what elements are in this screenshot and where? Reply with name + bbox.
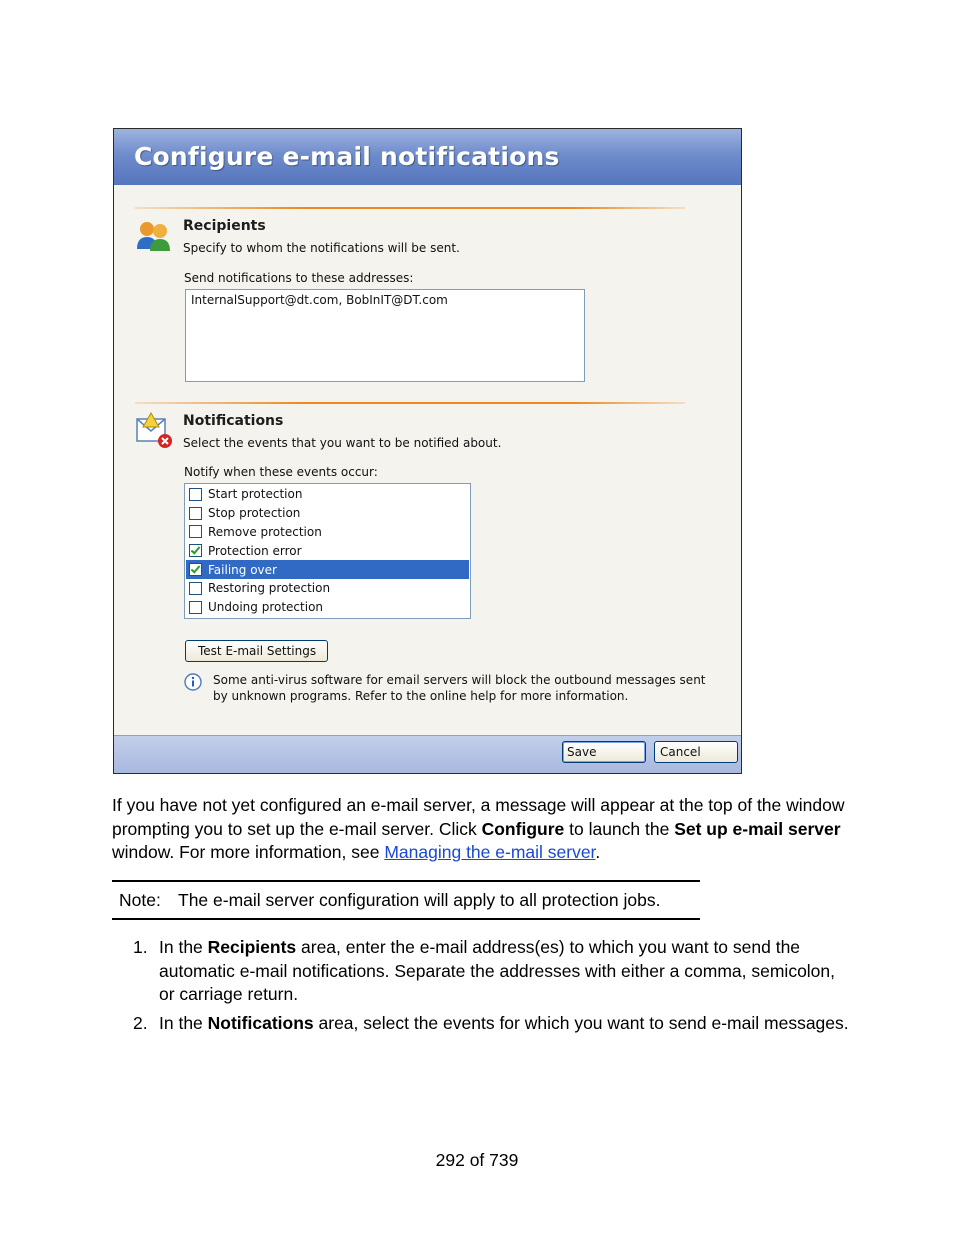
event-checkbox[interactable]: [189, 601, 202, 614]
event-checkbox[interactable]: [189, 582, 202, 595]
step-number: 2.: [133, 1012, 148, 1033]
event-undoing-protection[interactable]: [186, 598, 469, 617]
recipients-description: Specify to whom the notifications will be sent.: [183, 241, 460, 255]
note-label: Note:: [119, 889, 161, 910]
step-number: 1.: [133, 937, 148, 957]
cancel-button[interactable]: Cancel: [654, 741, 738, 763]
save-button[interactable]: Save: [562, 741, 646, 763]
dialog-header: [114, 129, 741, 185]
info-text-line1: Some anti-virus software for email servers will block the outbound messages sent: [213, 673, 706, 687]
configure-bold: Configure: [481, 818, 565, 839]
event-label: Start protection: [208, 487, 303, 502]
notifications-title: Notifications: [183, 413, 284, 429]
addresses-textarea[interactable]: [185, 289, 585, 382]
info-text-line2: by unknown programs. Refer to the online help for more information.: [213, 689, 629, 703]
addresses-value: InternalSupport@dt.com, BobInIT@DT.com: [191, 293, 448, 307]
setup-email-server-bold: Set up e-mail server: [674, 818, 841, 839]
events-list-label: Notify when these events occur:: [184, 465, 378, 479]
test-email-settings-button[interactable]: Test E-mail Settings: [185, 640, 328, 662]
dialog-footer: [114, 735, 741, 773]
event-checkbox[interactable]: [189, 507, 202, 520]
recipients-separator: [135, 207, 685, 209]
event-checkbox[interactable]: [189, 544, 202, 557]
event-checkbox[interactable]: [189, 563, 202, 576]
event-label: Remove protection: [208, 524, 322, 539]
para-text: .: [595, 842, 601, 862]
step-text: area, select the events for which you want to send e-mail messages.: [313, 1012, 849, 1033]
addresses-label: Send notifications to these addresses:: [184, 271, 414, 285]
step-text: In the: [159, 937, 208, 957]
step-text: area, enter the e-mail address(es) to which you want to send the automatic e-mail notifications. Separate the addresses with either a comma, semicolon, or carriage return.: [159, 937, 836, 1004]
event-label: Protection error: [208, 543, 302, 558]
users-icon: [135, 217, 173, 255]
event-checkbox[interactable]: [189, 525, 202, 538]
event-label: Stop protection: [208, 506, 301, 521]
event-start-protection[interactable]: [186, 485, 469, 504]
event-label: Restoring protection: [208, 581, 331, 596]
page-number: 292 of 739: [435, 1150, 519, 1170]
dialog-title: Configure e-mail notifications: [134, 142, 560, 171]
configure-email-dialog: [113, 128, 742, 774]
step-bold: Recipients: [207, 937, 297, 957]
event-failing-over[interactable]: [186, 560, 469, 579]
note-text: The e-mail server configuration will apply to all protection jobs.: [178, 889, 661, 910]
event-label: Failing over: [208, 562, 277, 577]
event-protection-error[interactable]: [186, 541, 469, 560]
recipients-title: Recipients: [183, 218, 266, 234]
envelope-alert-icon: [135, 411, 173, 449]
notifications-description: Select the events that you want to be notified about.: [183, 436, 502, 450]
event-remove-protection[interactable]: [186, 523, 469, 542]
info-icon: [184, 673, 202, 691]
list-item: [112, 1012, 852, 1036]
event-restoring-protection[interactable]: [186, 579, 469, 598]
steps-list: [112, 936, 852, 1040]
notifications-separator: [135, 402, 685, 404]
event-checkbox[interactable]: [189, 488, 202, 501]
step-text: In the: [159, 1012, 208, 1033]
events-list: [184, 483, 471, 619]
event-label: Undoing protection: [208, 600, 324, 615]
intro-paragraph: [112, 794, 852, 865]
para-text: to launch the: [564, 818, 675, 839]
para-text: If you have not yet configured an e-mail server, a message will appear at the top of the window prompting you to set up the e-mail server. Click: [112, 795, 845, 839]
list-item: [112, 936, 852, 1007]
note-box: [112, 880, 700, 920]
para-text: window. For more information, see: [112, 842, 385, 862]
managing-email-server-link[interactable]: Managing the e-mail server: [384, 842, 596, 862]
dialog-body: [114, 185, 741, 736]
event-stop-protection[interactable]: [186, 504, 469, 523]
step-bold: Notifications: [207, 1012, 314, 1033]
